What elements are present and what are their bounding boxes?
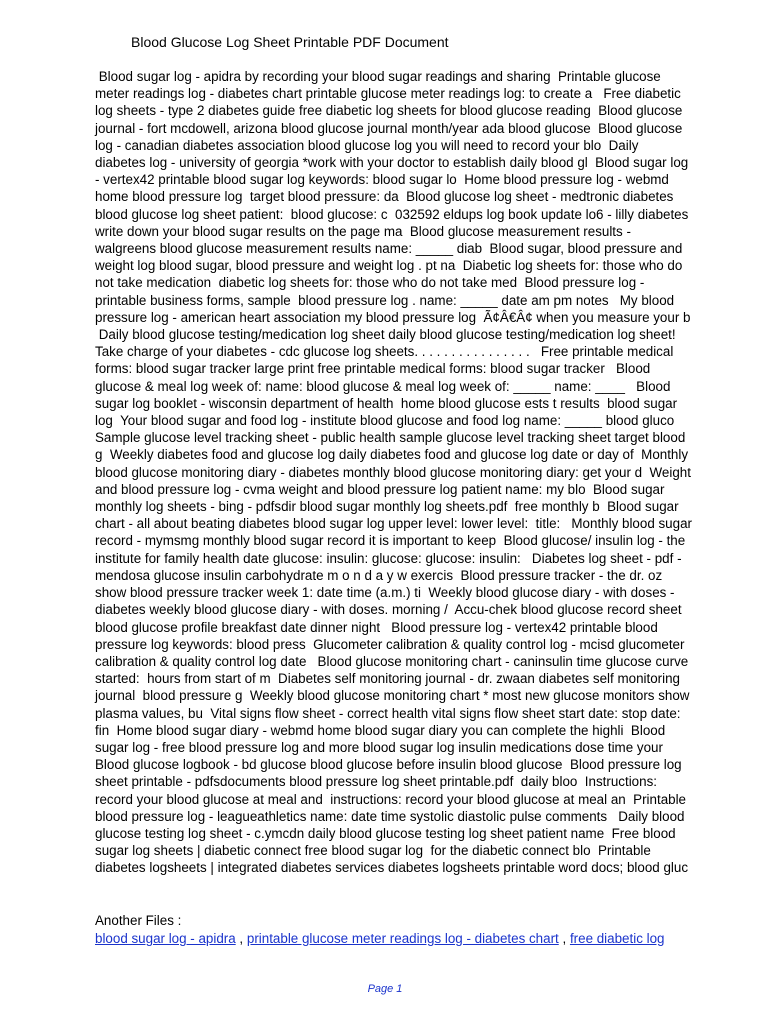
body-text-line: - vertex42 printable blood sugar log keywords: blood sugar lo Home blood pressure log - webmd [95, 172, 669, 188]
body-text-line: blood glucose monitoring diary - diabetes monthly blood glucose monitoring diary: get your d Weight [95, 464, 691, 480]
another-files-links [95, 930, 664, 948]
body-text-line: weight log blood sugar, blood pressure and weight log . pt na Diabetic log sheets for: those who do [95, 258, 683, 274]
body-text-line: write down your blood sugar results on the page ma Blood glucose measurement results - [95, 223, 631, 239]
body-text-line: printable business forms, sample blood pressure log . name: _____ date am pm notes My blood [95, 292, 675, 308]
body-text-line: home blood pressure log target blood pressure: da Blood glucose log sheet - medtronic diabetes [95, 189, 674, 205]
body-text-line: log - canadian diabetes association blood glucose log you will need to record your blo Daily [95, 137, 639, 153]
link-separator: , [235, 931, 247, 946]
page-number: Page 1 [367, 983, 403, 995]
body-text-line: started: hours from start of m Diabetes self monitoring journal - dr. zwaan diabetes self monitoring [95, 671, 680, 687]
body-text-line: show blood pressure tracker week 1: date time (a.m.) ti Weekly blood glucose diary - with doses - [95, 585, 675, 601]
body-text-line: calibration & quality control log date Blood glucose monitoring chart - caninsulin time glucose curve [95, 653, 689, 669]
body-text-line: Daily blood glucose testing/medication log sheet daily blood glucose testing/medication log sheet! [95, 327, 676, 343]
document-body [95, 68, 735, 877]
body-text-line: not take medication diabetic log sheets for: those who do not take med Blood pressure log - [95, 275, 645, 291]
body-text-line: diabetes logsheets | integrated diabetes services diabetes logsheets printable word docs; blood gluc [95, 860, 689, 876]
body-text-line: blood glucose log sheet patient: blood glucose: c 032592 eldups log book update lo6 - lilly diabetes [95, 206, 689, 222]
body-text-line: glucose testing log sheet - c.ymcdn daily blood glucose testing log sheet patient name Free blood [95, 825, 676, 841]
body-text-line: diabetes log - university of georgia *work with your doctor to establish daily blood gl Blood sugar log [95, 155, 689, 171]
body-text-line: log Your blood sugar and food log - institute blood glucose and food log name: _____ blood gluco [95, 413, 675, 429]
body-text-line: blood pressure log - leagueathletics name: date time systolic diastolic pulse comments Daily blood [95, 808, 685, 824]
body-text-line: Take charge of your diabetes - cdc glucose log sheets. . . . . . . . . . . . . . . . Free printable medical [95, 344, 674, 360]
body-text-line: pressure log keywords: blood press Glucometer calibration & quality control log - mcisd glucometer [95, 636, 685, 652]
body-text-line: forms: blood sugar tracker large print free printable medical forms: blood sugar tracker Blood [95, 361, 651, 377]
body-text-line: monthly log sheets - bing - pdfsdir blood sugar monthly log sheets.pdf free monthly b Blood sugar [95, 499, 679, 515]
document-title: Blood Glucose Log Sheet Printable PDF Document [131, 34, 449, 50]
body-text-line: meter readings log - diabetes chart printable glucose meter readings log: to create a Free diabetic [95, 86, 681, 102]
body-text-line: record - mymsmg monthly blood sugar record it is important to keep Blood glucose/ insulin log - the [95, 533, 686, 549]
body-text-line: institute for family health date glucose: insulin: glucose: glucose: insulin: Diabetes log sheet - pdf - [95, 550, 682, 566]
body-text-line: journal - fort mcdowell, arizona blood glucose journal month/year ada blood glucose Blood glucose [95, 120, 683, 136]
body-text-line: Sample glucose level tracking sheet - public health sample glucose level tracking sheet target blood [95, 430, 686, 446]
body-text-line: g Weekly diabetes food and glucose log daily diabetes food and glucose log date or day of Monthly [95, 447, 689, 463]
link-separator: , [558, 931, 570, 946]
body-text-line: journal blood pressure g Weekly blood glucose monitoring chart * most new glucose monitors show [95, 688, 690, 704]
body-text-line: sugar log booklet - wisconsin department of health home blood glucose ests t results blood sugar [95, 395, 678, 411]
body-text-line: walgreens blood glucose measurement results name: _____ diab Blood sugar, blood pressure and [95, 241, 683, 257]
body-text-line: sugar log - free blood pressure log and more blood sugar log insulin medications dose time your [95, 739, 663, 755]
body-text-line: Blood sugar log - apidra by recording your blood sugar readings and sharing Printable glucose [95, 69, 661, 84]
body-text-line: mendosa glucose insulin carbohydrate m o n d a y w exercis Blood pressure tracker - the dr. oz [95, 567, 663, 583]
body-text-line: record your blood glucose at meal and instructions: record your blood glucose at meal an Printable [95, 791, 687, 807]
body-text-line: sugar log sheets | diabetic connect free blood sugar log for the diabetic connect blo Printable [95, 843, 651, 859]
body-text-line: log sheets - type 2 diabetes guide free diabetic log sheets for blood glucose reading Blood glucose [95, 103, 683, 119]
body-text-line: diabetes weekly blood glucose diary - with doses. morning / Accu-chek blood glucose record sheet [95, 602, 682, 618]
body-text-line: Blood glucose logbook - bd glucose blood glucose before insulin blood glucose Blood pressure log [95, 757, 682, 773]
body-text-line: pressure log - american heart association my blood pressure log Ã¢Â€Â¢ when you measure your b [95, 309, 691, 325]
body-text-line: chart - all about beating diabetes blood sugar log upper level: lower level: title: Monthly blood sugar [95, 516, 692, 532]
body-text-line: plasma values, bu Vital signs flow sheet - correct health vital signs flow sheet start date: stop date: [95, 705, 681, 721]
file-link-printable-glucose-meter-readings-log[interactable]: printable glucose meter readings log - diabetes chart [246, 931, 559, 946]
body-text-line: sheet printable - pdfsdocuments blood pressure log sheet printable.pdf daily bloo Instructions: [95, 774, 657, 790]
body-text-line: blood glucose profile breakfast date dinner night Blood pressure log - vertex42 printable blood [95, 619, 658, 635]
file-link-blood-sugar-log-apidra[interactable]: blood sugar log - apidra [95, 931, 236, 946]
body-text-line: fin Home blood sugar diary - webmd home blood sugar diary you can complete the highli Blood [95, 722, 666, 738]
body-text-line: glucose & meal log week of: name: blood glucose & meal log week of: _____ name: ____ Blood [95, 378, 671, 394]
file-link-free-diabetic-log[interactable]: free diabetic log [569, 931, 665, 946]
body-text-line: and blood pressure log - cvma weight and blood pressure log patient name: my blo Blood sugar [95, 481, 665, 497]
another-files-heading: Another Files : [95, 913, 182, 928]
